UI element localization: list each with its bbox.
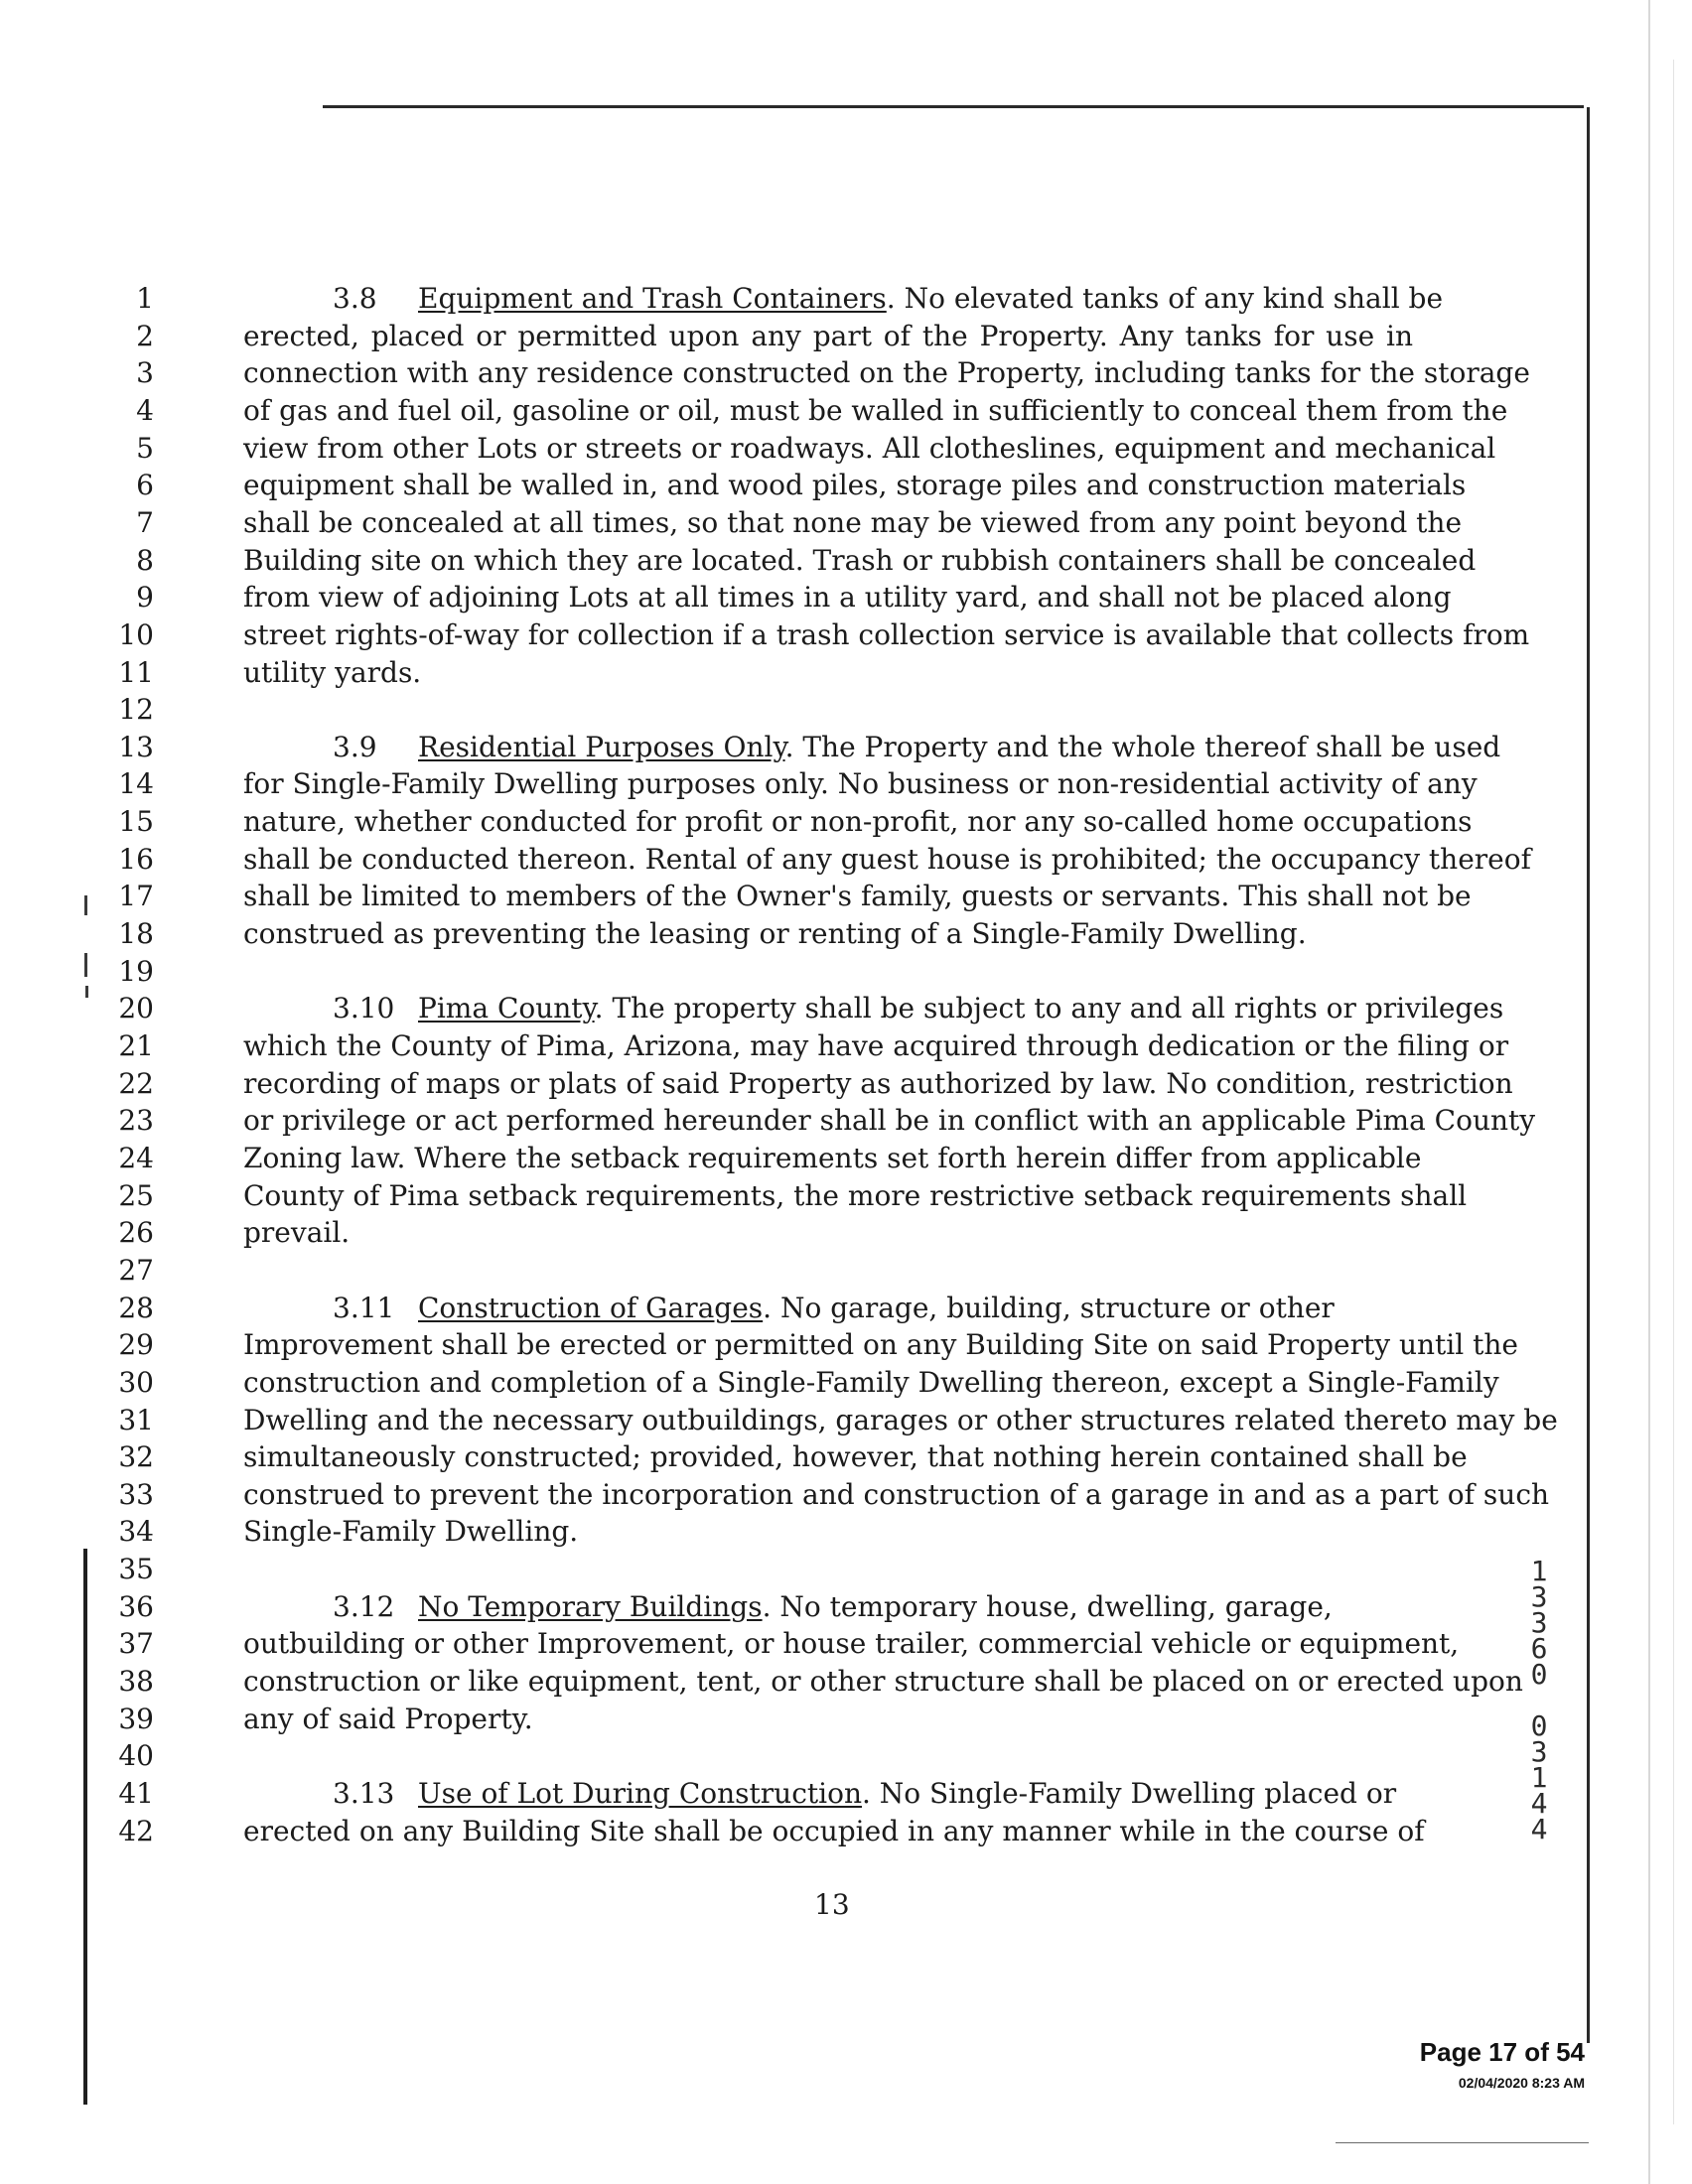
document-line (0, 318, 1489, 355)
line-text (243, 841, 1531, 879)
text-run: prevail. (243, 1216, 351, 1250)
line-text (243, 1290, 1335, 1327)
text-run: Building site on which they are located. Trash or rubbish containers shall be concealed (243, 543, 1477, 577)
text-run: . No temporary house, dwelling, garage, (762, 1589, 1333, 1623)
text-run: view from other Lots or streets or roadways. All clotheslines, equipment and mechanical (243, 431, 1496, 465)
text-run: shall be concealed at all times, so that none may be viewed from any point beyond the (243, 505, 1463, 539)
line-text (243, 467, 1467, 504)
document-line (0, 1290, 1489, 1327)
document-line (0, 841, 1531, 879)
line-number: 11 (118, 655, 154, 689)
line-text (243, 765, 1478, 803)
line-number: 23 (118, 1104, 154, 1138)
line-text (243, 579, 1452, 616)
line-number: 14 (118, 767, 154, 801)
line-text (243, 392, 1508, 430)
line-number: 9 (136, 581, 154, 614)
section-number: 3.12 (333, 1589, 395, 1623)
line-text (243, 504, 1463, 542)
section-heading: Equipment and Trash Containers (418, 282, 887, 315)
record-timestamp: 02/04/2020 8:23 AM (1458, 2075, 1585, 2091)
document-line (0, 1402, 1558, 1439)
document-line (0, 953, 1489, 991)
line-number: 30 (118, 1365, 154, 1399)
document-line (0, 990, 1504, 1027)
line-text (243, 1438, 1468, 1476)
section-heading: Pima County (418, 992, 595, 1025)
line-text (243, 1140, 1422, 1177)
document-line (0, 803, 1489, 841)
text-run: simultaneously constructed; provided, however, that nothing herein contained shall be (243, 1440, 1468, 1474)
right-border-rule (1587, 107, 1590, 2043)
line-number: 42 (118, 1814, 154, 1847)
text-run: construction or like equipment, tent, or other structure shall be placed on or erected upon (243, 1665, 1523, 1699)
line-number: 3 (136, 356, 154, 390)
line-number: 38 (118, 1665, 154, 1699)
line-number: 13 (118, 730, 154, 763)
document-line (0, 579, 1489, 616)
text-run: which the County of Pima, Arizona, may have acquired through dedication or the filing or (243, 1029, 1509, 1062)
page-of-label: Page 17 of 54 (1419, 2037, 1585, 2067)
line-text (243, 990, 1503, 1027)
scan-edge (1648, 0, 1650, 2184)
text-run: of gas and fuel oil, gasoline or oil, must be walled in sufficiently to conceal them from the (243, 393, 1508, 427)
document-line (0, 1476, 1550, 1514)
document-line (0, 691, 1489, 729)
document-line (0, 1775, 1489, 1813)
line-text (243, 1588, 1333, 1626)
section-number: 3.8 (333, 282, 377, 315)
document-line (0, 280, 1489, 318)
text-run: . No garage, building, structure or other (763, 1291, 1335, 1324)
text-run: Zoning law. Where the setback requirements set forth herein differ from applicable (243, 1141, 1422, 1174)
line-number: 39 (118, 1702, 154, 1735)
line-number: 35 (118, 1553, 154, 1586)
line-text (243, 915, 1307, 953)
text-run: shall be conducted thereon. Rental of any guest house is prohibited; the occupancy thereof (243, 842, 1531, 876)
line-number: 19 (118, 954, 154, 988)
document-line (0, 1701, 1489, 1738)
line-text (243, 1214, 350, 1252)
line-text (243, 729, 1500, 766)
document-line (0, 430, 1496, 468)
line-number: 25 (118, 1178, 154, 1212)
line-number: 5 (136, 431, 154, 465)
line-text (243, 1513, 578, 1551)
document-line (0, 392, 1508, 430)
section-heading: No Temporary Buildings (418, 1589, 763, 1623)
text-run: outbuilding or other Improvement, or house trailer, commercial vehicle or equipment, (243, 1627, 1460, 1661)
text-run: erected, placed or permitted upon any part of the Property. Any tanks for use in (243, 319, 1413, 352)
line-number: 40 (118, 1739, 154, 1773)
document-line (0, 1364, 1499, 1402)
text-run: utility yards. (243, 655, 422, 689)
line-text (243, 1701, 533, 1738)
text-run: . The property shall be subject to any and all rights or privileges (594, 992, 1504, 1025)
document-line (0, 1326, 1518, 1364)
text-run: construed to prevent the incorporation and construction of a garage in and as a part of such (243, 1477, 1550, 1511)
top-border-rule (323, 105, 1584, 108)
line-number: 24 (118, 1141, 154, 1174)
document-line (0, 1663, 1523, 1701)
line-number: 18 (118, 917, 154, 951)
line-text (243, 1177, 1468, 1215)
recording-stamp (1519, 1555, 1559, 1845)
text-run: erected on any Building Site shall be occupied in any manner while in the course of (243, 1814, 1425, 1847)
text-run: shall be limited to members of the Owner's family, guests or servants. This shall not be (243, 880, 1472, 913)
document-line (0, 1140, 1489, 1177)
line-number: 37 (118, 1627, 154, 1661)
line-text (243, 542, 1477, 580)
stamp-digit: 1 (1530, 1761, 1548, 1794)
document-line (0, 1513, 1489, 1551)
stamp-digit: 0 (1530, 1658, 1548, 1691)
line-text (243, 1476, 1550, 1514)
document-line (0, 1737, 1489, 1775)
stamp-digit: 4 (1530, 1813, 1548, 1845)
line-text (243, 1027, 1509, 1065)
line-text (243, 1065, 1513, 1103)
text-run: recording of maps or plats of said Property as authorized by law. No condition, restriction (243, 1066, 1513, 1100)
text-run: for Single-Family Dwelling purposes only. No business or non-residential activity of any (243, 767, 1478, 801)
line-text (243, 654, 421, 692)
text-run: connection with any residence constructed on the Property, including tanks for the storage (243, 356, 1530, 390)
line-number: 15 (118, 805, 154, 839)
document-line (0, 654, 1489, 692)
text-run: construed as preventing the leasing or renting of a Single-Family Dwelling. (243, 917, 1307, 951)
line-number: 17 (118, 880, 154, 913)
line-text (243, 1813, 1425, 1850)
line-text (243, 1102, 1536, 1140)
line-number: 20 (118, 992, 154, 1025)
line-text (243, 1326, 1518, 1364)
stamp-digit: 3 (1530, 1735, 1548, 1768)
document-line (0, 765, 1489, 803)
scan-edge-inner (1673, 60, 1674, 2124)
line-number: 36 (118, 1589, 154, 1623)
document-line (0, 1588, 1489, 1626)
document-line (0, 1551, 1489, 1588)
document-line (0, 729, 1501, 766)
page-number: 13 (814, 1888, 850, 1921)
text-run: . No elevated tanks of any kind shall be (886, 282, 1444, 315)
document-line (0, 467, 1489, 504)
stamp-digit: 0 (1530, 1709, 1548, 1742)
stamp-digit: 6 (1530, 1632, 1548, 1665)
section-number: 3.13 (333, 1777, 395, 1810)
section-heading: Construction of Garages (418, 1291, 764, 1324)
text-run: Improvement shall be erected or permitted on any Building Site on said Property until the (243, 1328, 1518, 1362)
text-run: construction and completion of a Single-Family Dwelling thereon, except a Single-Family (243, 1365, 1499, 1399)
document-line (0, 504, 1489, 542)
section-heading: Residential Purposes Only (418, 730, 785, 763)
line-number: 32 (118, 1440, 154, 1474)
line-text (243, 354, 1530, 392)
line-text (243, 803, 1473, 841)
line-text (243, 1663, 1523, 1701)
line-text (243, 878, 1472, 915)
line-number: 31 (118, 1403, 154, 1436)
line-text (243, 1625, 1460, 1663)
line-text (243, 1775, 1396, 1813)
section-number: 3.9 (333, 730, 377, 763)
line-text (243, 616, 1530, 654)
line-number: 12 (118, 693, 154, 727)
line-text (243, 280, 1443, 318)
line-text (243, 1402, 1558, 1439)
document-line (0, 915, 1489, 953)
text-run: any of said Property. (243, 1702, 533, 1735)
document-line (0, 1813, 1489, 1850)
text-run: . The Property and the whole thereof shall be used (784, 730, 1501, 763)
document-line (0, 1625, 1489, 1663)
stamp-digit: 3 (1530, 1606, 1548, 1639)
text-run: or privilege or act performed hereunder shall be in conflict with an applicable Pima County (243, 1104, 1536, 1138)
text-run: from view of adjoining Lots at all times in a utility yard, and shall not be placed along (243, 581, 1452, 614)
document-line (0, 1065, 1513, 1103)
line-number: 10 (118, 617, 154, 651)
footer-rule (1336, 2142, 1589, 2143)
document-line (0, 878, 1489, 915)
line-number: 33 (118, 1477, 154, 1511)
line-text (243, 318, 1413, 355)
document-line (0, 616, 1530, 654)
text-run: Dwelling and the necessary outbuildings, garages or other structures related thereto may be (243, 1403, 1558, 1436)
section-number: 3.11 (333, 1291, 395, 1324)
document-line (0, 354, 1530, 392)
document-line (0, 1252, 1489, 1290)
stamp-digit: 1 (1530, 1555, 1548, 1587)
line-number: 8 (136, 543, 154, 577)
text-run: Single-Family Dwelling. (243, 1515, 579, 1549)
document-line (0, 542, 1489, 580)
text-run: nature, whether conducted for profit or non-profit, nor any so-called home occupations (243, 805, 1473, 839)
text-run: . No Single-Family Dwelling placed or (861, 1777, 1397, 1810)
document-line (0, 1177, 1489, 1215)
document-line (0, 1214, 1489, 1252)
line-number: 2 (136, 319, 154, 352)
section-heading: Use of Lot During Construction (418, 1777, 862, 1810)
line-number: 1 (136, 282, 154, 315)
line-number: 21 (118, 1029, 154, 1062)
stamp-digit: 3 (1530, 1580, 1548, 1613)
line-number: 7 (136, 505, 154, 539)
line-number: 41 (118, 1777, 154, 1810)
document-line (0, 1438, 1489, 1476)
section-number: 3.10 (333, 992, 395, 1025)
text-run: equipment shall be walled in, and wood piles, storage piles and construction materials (243, 469, 1467, 502)
line-number: 26 (118, 1216, 154, 1250)
line-number: 16 (118, 842, 154, 876)
line-text (243, 430, 1496, 468)
text-run: street rights-of-way for collection if a trash collection service is available that collects from (243, 617, 1530, 651)
line-number: 4 (136, 393, 154, 427)
line-number: 28 (118, 1291, 154, 1324)
line-number: 29 (118, 1328, 154, 1362)
line-number: 27 (118, 1253, 154, 1287)
document-line (0, 1102, 1536, 1140)
document-line (0, 1027, 1509, 1065)
line-number: 22 (118, 1066, 154, 1100)
stamp-digit: 4 (1530, 1787, 1548, 1820)
line-number: 6 (136, 469, 154, 502)
line-text (243, 1364, 1499, 1402)
line-number: 34 (118, 1515, 154, 1549)
text-run: County of Pima setback requirements, the more restrictive setback requirements shall (243, 1178, 1468, 1212)
